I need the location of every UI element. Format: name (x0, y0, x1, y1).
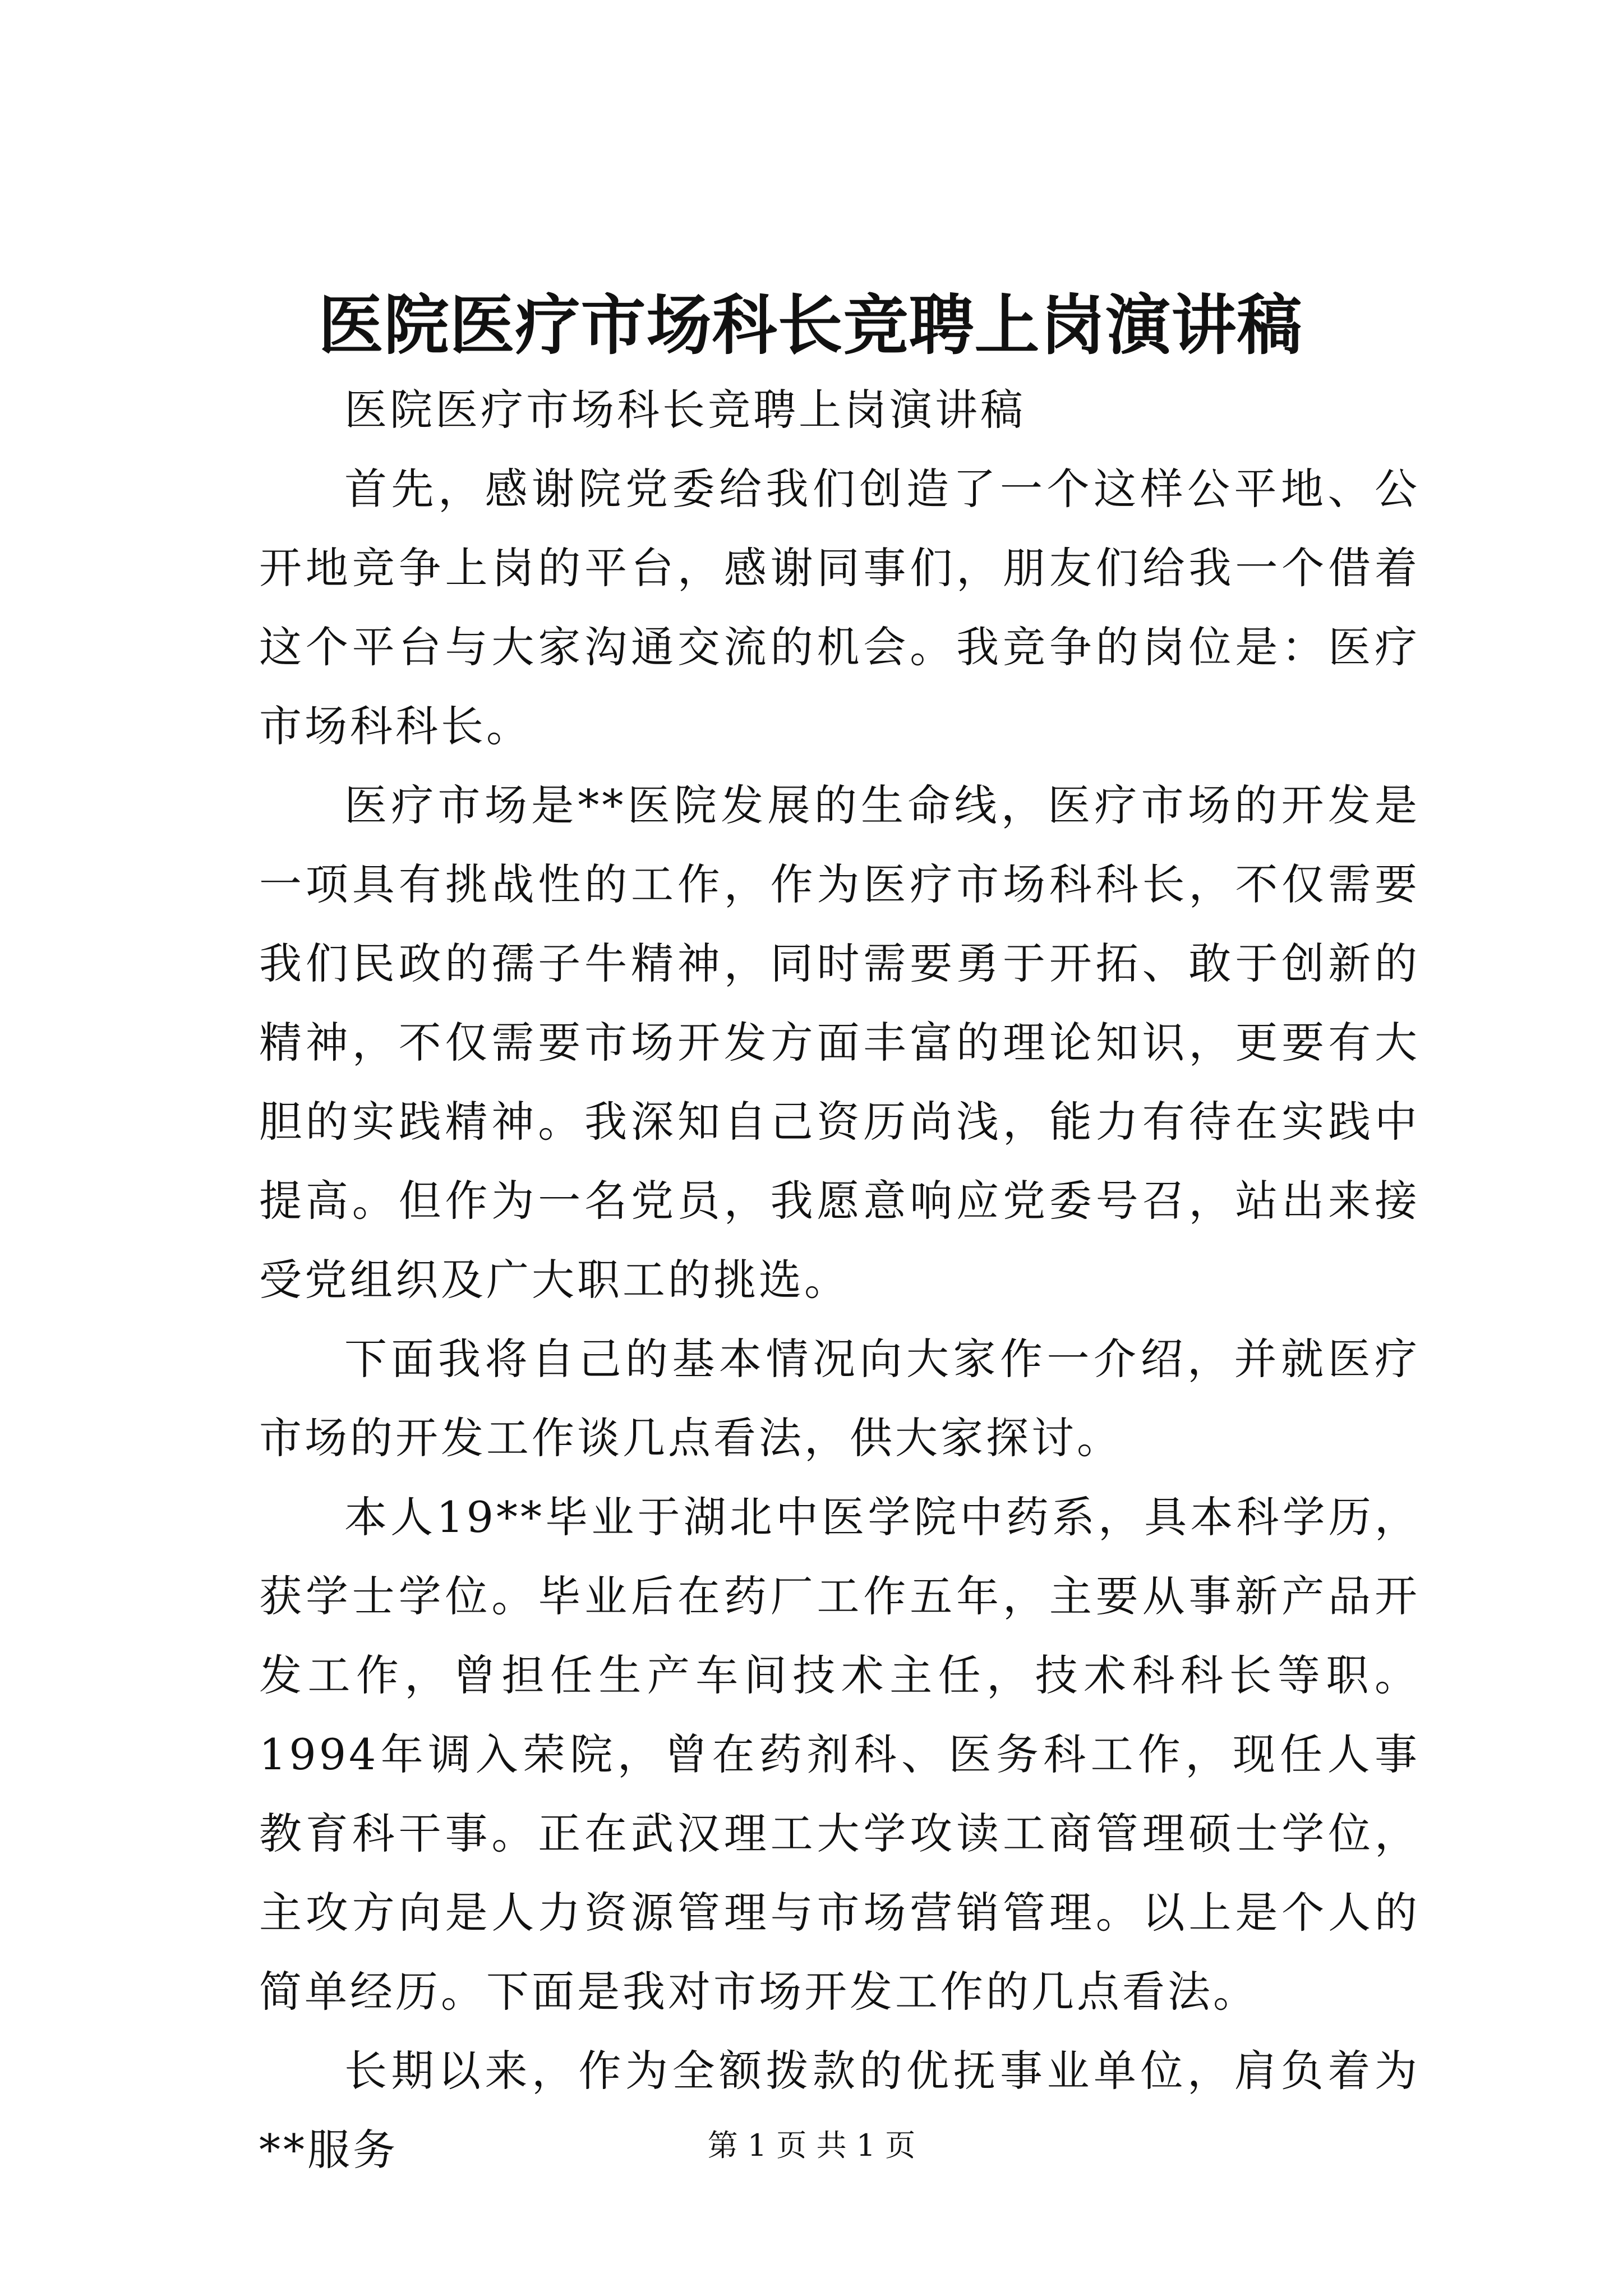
document-title: 医院医疗市场科长竞聘上岗演讲稿 (318, 287, 1303, 364)
paragraph-background: 本人19**毕业于湖北中医学院中药系，具本科学历，获学士学位。毕业后在药厂工作五年，主要从事新产品开发工作，曾担任生产车间技术主任，技术科科长等职。1994年调入荣院，曾在药剂科、医务科工作，现任人事教育科干事。正在武汉理工大学攻读工商管理硕士学位，主攻方向是人力资源管理与市场营销管理。以上是个人的简单经历。下面是我对市场开发工作的几点看法。 (259, 1492, 1420, 2017)
page-footer: 第 1 页 共 1 页 (707, 2128, 916, 2163)
paragraph-long-term: 长期以来，作为全额拨款的优抚事业单位，肩负着为**服务 (259, 2046, 1420, 2175)
paragraph-introduction: 下面我将自己的基本情况向大家作一介绍，并就医疗市场的开发工作谈几点看法，供大家探讨。 (259, 1334, 1420, 1463)
paragraph-thanks: 首先，感谢院党委给我们创造了一个这样公平地、公开地竞争上岗的平台，感谢同事们，朋友们给我一个借着这个平台与大家沟通交流的机会。我竞争的岗位是：医疗市场科科长。 (259, 464, 1420, 751)
paragraph-subtitle: 医院医疗市场科长竞聘上岗演讲稿 (344, 385, 1026, 435)
document-body (259, 370, 1420, 2189)
paragraph-market-importance: 医疗市场是**医院发展的生命线，医疗市场的开发是一项具有挑战性的工作，作为医疗市场科科长，不仅需要我们民政的孺子牛精神，同时需要勇于开拓、敢于创新的精神，不仅需要市场开发方面丰富的理论知识，更要有大胆的实践精神。我深知自己资历尚浅，能力有待在实践中提高。但作为一名党员，我愿意响应党委号召，站出来接受党组织及广大职工的挑选。 (259, 780, 1420, 1305)
